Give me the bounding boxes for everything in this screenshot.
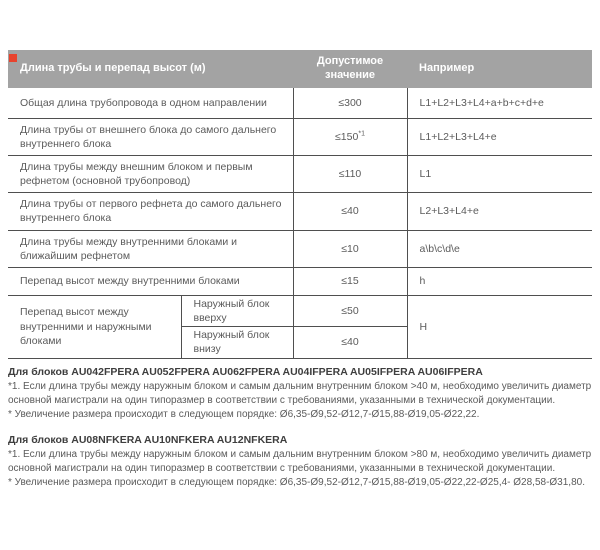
value-text: ≤15 <box>341 275 359 288</box>
cell-example: L1+L2+L3+L4+e <box>407 118 592 155</box>
header-example: Например <box>407 50 592 88</box>
header-desc: Длина трубы и перепад высот (м) <box>8 50 293 88</box>
cell-value <box>293 193 407 230</box>
value-footnote-ref: *1 <box>358 130 365 138</box>
cell-value <box>293 118 407 155</box>
cell-desc: Длина трубы между внешним блоком и первым рефнетом (основной трубопровод) <box>8 155 293 192</box>
value-text: ≤10 <box>341 242 359 255</box>
value-text: ≤110 <box>338 167 362 180</box>
footnotes-section <box>8 366 592 490</box>
table-row <box>8 88 592 118</box>
cell-desc: Длина трубы от первого рефнета до самого дальнего внутреннего блока <box>8 193 293 230</box>
cell-example-merged: H <box>407 295 592 358</box>
value-text: ≤40 <box>341 205 359 218</box>
cell-sub-label: Наружный блок внизу <box>181 327 293 358</box>
pipe-length-spec-table <box>8 50 592 359</box>
table-row <box>8 193 592 230</box>
red-marker-icon <box>9 54 17 62</box>
cell-value <box>293 230 407 267</box>
cell-example: h <box>407 267 592 295</box>
cell-example: L2+L3+L4+e <box>407 193 592 230</box>
cell-desc: Длина трубы между внутренними блоками и ближайшим рефнетом <box>8 230 293 267</box>
note-footnote: *1. Если длина трубы между наружным блоком и самым дальним внутренним блоком >80 м, необходимо увеличить диаметр основной магистрали на один типоразмер в соответствии с требованиями, указанными в технической документации. <box>8 449 592 474</box>
note-size-sequence: * Увеличение размера происходит в следующем порядке: Ø6,35-Ø9,52-Ø12,7-Ø15,88-Ø19,05-Ø22,22. <box>8 409 480 421</box>
cell-example: a\b\c\d\e <box>407 230 592 267</box>
header-allowed-value: Допустимое значение <box>293 50 407 88</box>
table-header <box>8 50 592 88</box>
cell-desc: Общая длина трубопровода в одном направлении <box>8 88 293 118</box>
note-footnote: *1. Если длина трубы между наружным блоком и самым дальним внутренним блоком >40 м, необходимо увеличить диаметр основной магистрали на один типоразмер в соответствии с требованиями, указанными в технической документации. <box>8 381 592 406</box>
value-text: ≤300 <box>338 96 362 109</box>
note-block-nfkera <box>8 434 592 490</box>
cell-value: ≤50 <box>293 295 407 326</box>
note-block-fpera <box>8 366 592 422</box>
cell-desc: Длина трубы от внешнего блока до самого дальнего внутреннего блока <box>8 118 293 155</box>
table-row <box>8 230 592 267</box>
table-row <box>8 295 592 326</box>
note-size-sequence: * Увеличение размера происходит в следующем порядке: Ø6,35-Ø9,52-Ø12,7-Ø15,88-Ø19,05-Ø22,22-Ø25,4- Ø28,58-Ø31,80. <box>8 477 585 489</box>
cell-example: L1+L2+L3+L4+a+b+c+d+e <box>407 88 592 118</box>
cell-value <box>293 155 407 192</box>
value-text: ≤150 <box>335 130 359 143</box>
cell-value <box>293 88 407 118</box>
cell-value: ≤40 <box>293 327 407 358</box>
note-title: Для блоков AU042FPERA AU052FPERA AU062FPERA AU04IFPERA AU05IFPERA AU06IFPERA <box>8 365 483 378</box>
note-title: Для блоков AU08NFKERA AU10NFKERA AU12NFKERA <box>8 433 288 446</box>
cell-desc: Перепад высот между внутренними блоками <box>8 267 293 295</box>
cell-example: L1 <box>407 155 592 192</box>
table-row <box>8 155 592 192</box>
table-row <box>8 267 592 295</box>
cell-sub-label: Наружный блок вверху <box>181 295 293 326</box>
cell-desc-merged: Перепад высот между внутренними и наружными блоками <box>8 295 181 358</box>
table-row <box>8 118 592 155</box>
cell-value <box>293 267 407 295</box>
